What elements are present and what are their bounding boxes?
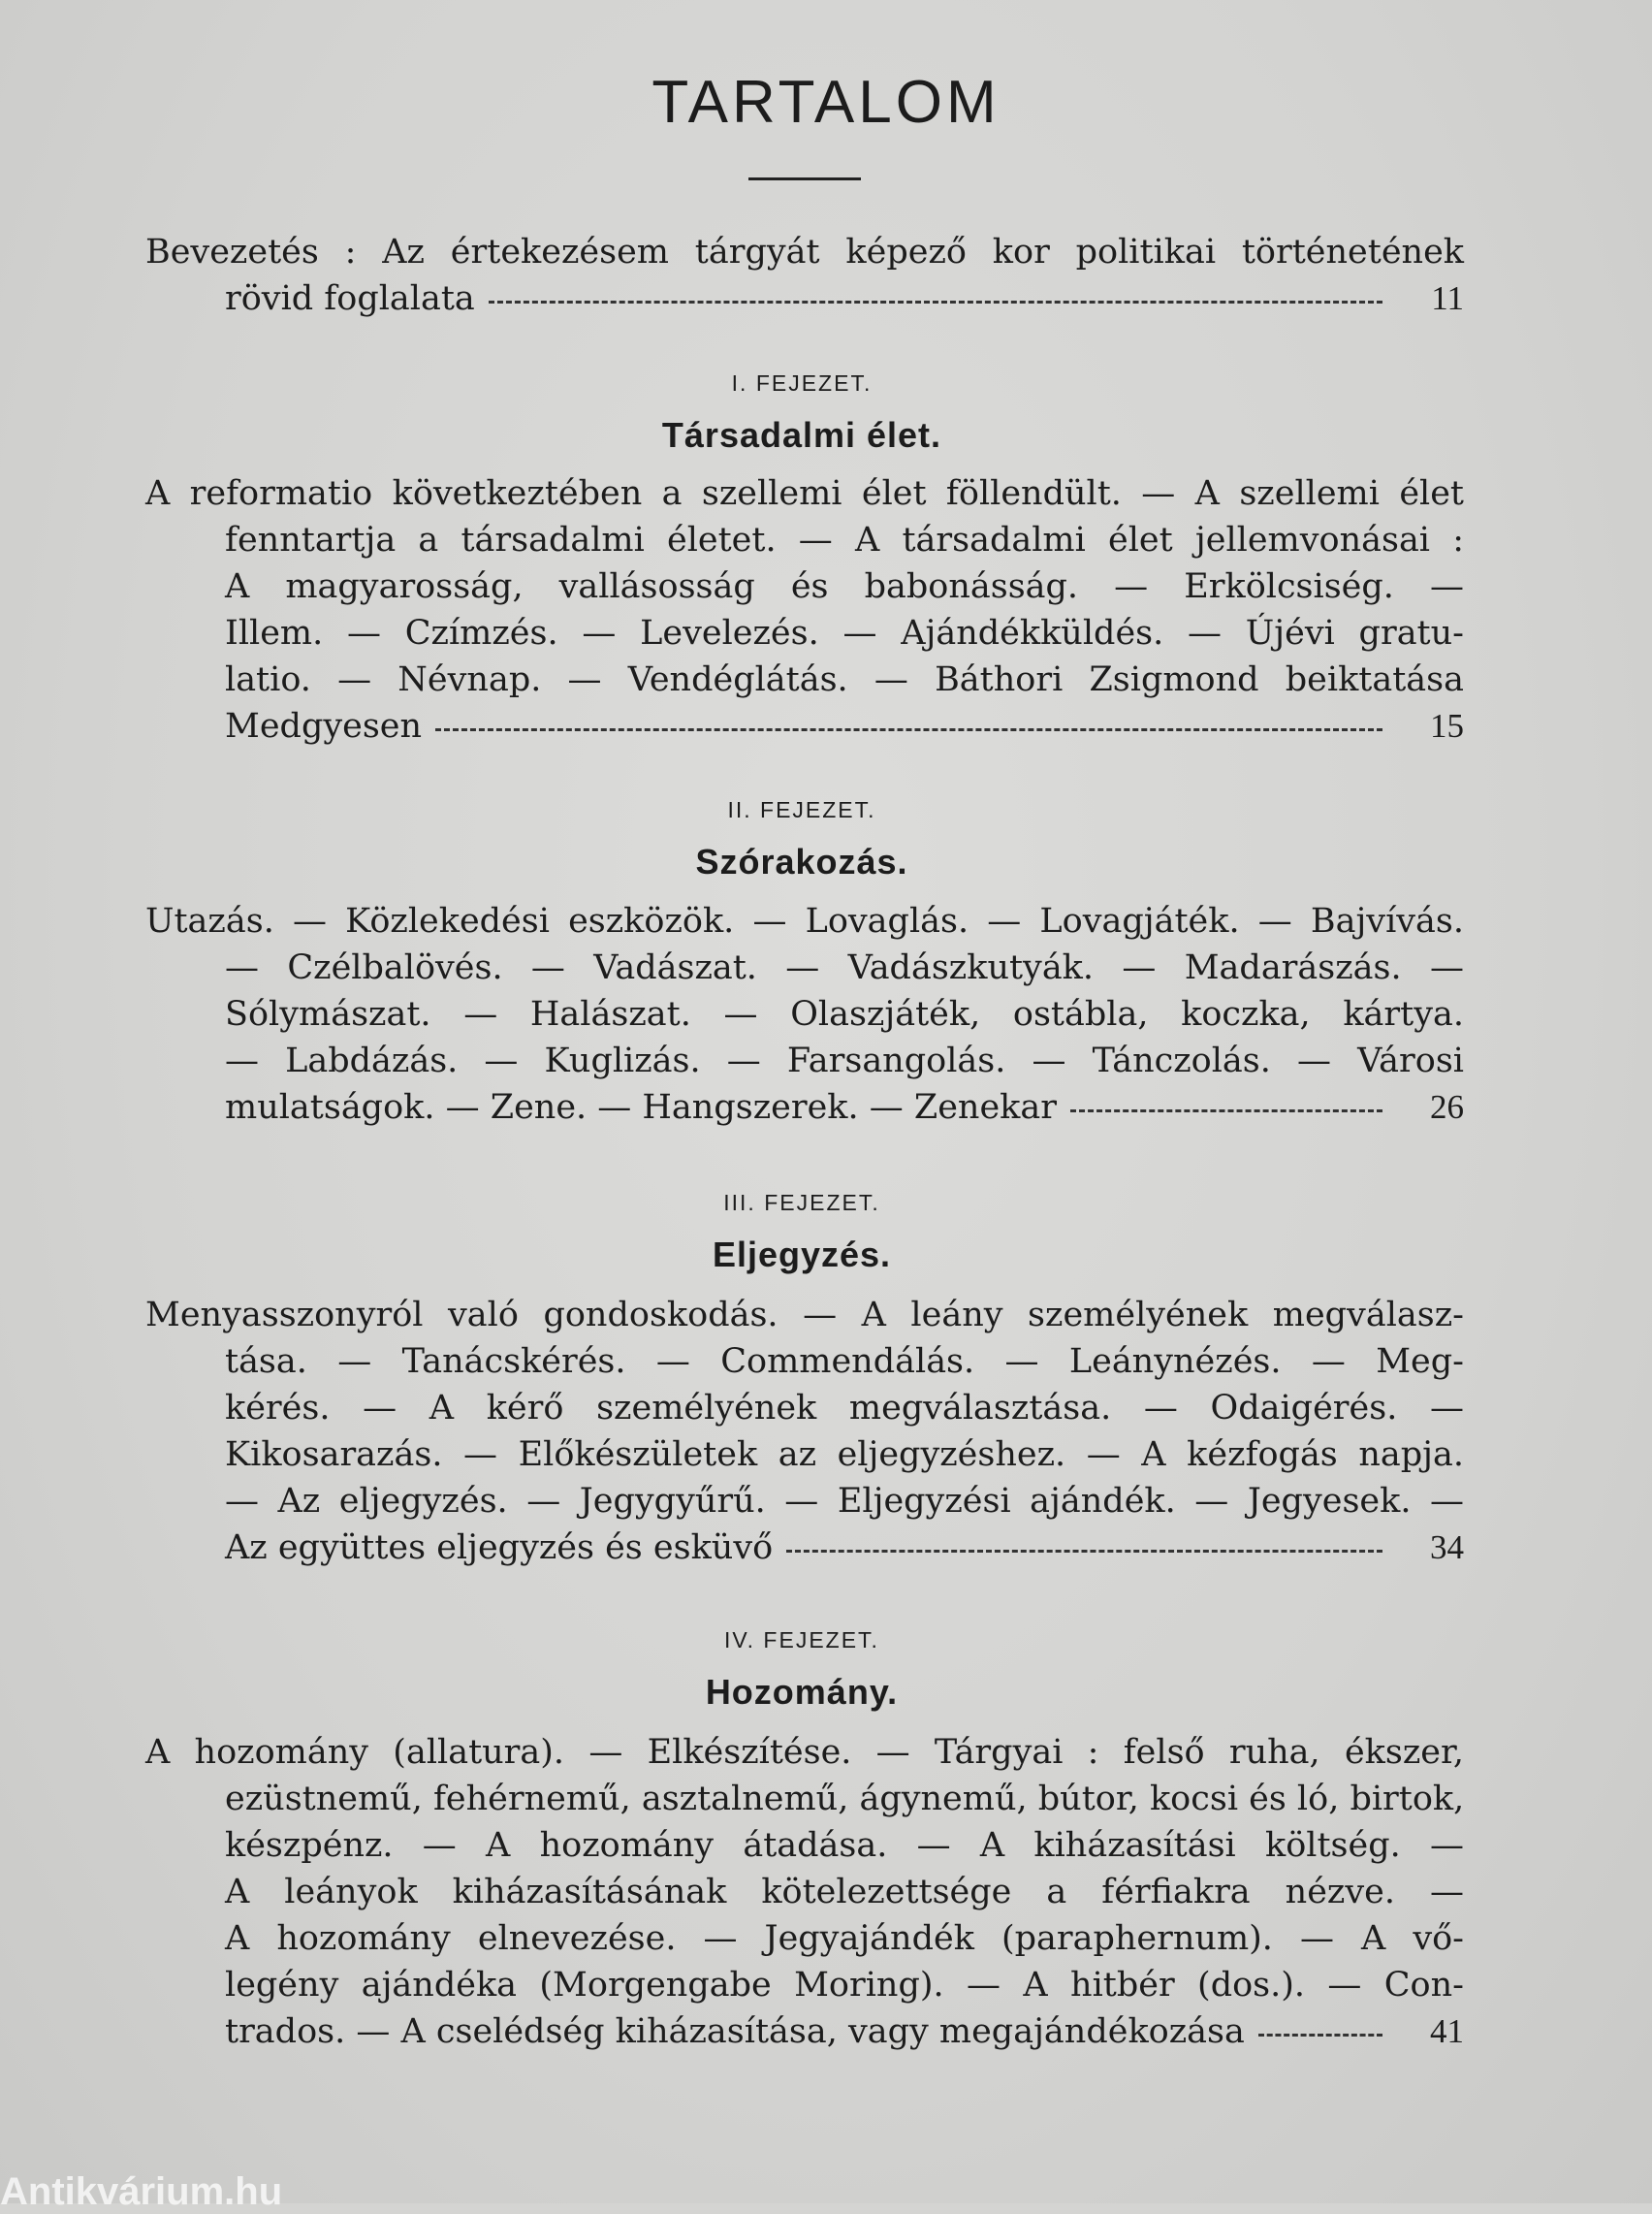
toc-line: tása. — Tanácskérés. — Commendálás. — Leánynézés. — Meg- [225,1342,1464,1381]
toc-line: Illem. — Czímzés. — Levelezés. — Ajándékküldés. — Újévi gratu- [225,614,1464,653]
chapter-title: Hozomány. [705,1672,899,1712]
toc-entry-chapter-4 [145,1729,1464,2055]
toc-last-line [145,703,1464,750]
page-number: 26 [1430,1088,1464,1126]
toc-line: A leányok kiházasításának kötelezettsége a férfiakra nézve. — [225,1873,1464,1911]
toc-line: Menyasszonyról való gondoskodás. — A leány személyének megválasz- [145,1296,1464,1334]
toc-line: készpénz. — A hozomány átadása. — A kiházasítási költség. — [225,1826,1464,1865]
chapter-label: I. FEJEZET. [731,370,873,396]
chapter-label: III. FEJEZET. [723,1190,880,1215]
chapter-label: IV. FEJEZET. [724,1627,879,1652]
toc-line-text: rövid foglalata [225,279,475,318]
dot-leader [786,1546,1382,1553]
toc-line: legény ajándéka (Morgengabe Moring). — A hitbér (dos.). — Con- [225,1966,1464,2005]
title-divider [748,177,861,180]
toc-line: — Labdázás. — Kuglizás. — Farsangolás. — Tánczolás. — Városi [225,1042,1464,1080]
page-title: TARTALOM [651,69,1001,136]
toc-line: A reformatio következtében a szellemi élet föllendült. — A szellemi élet [145,474,1464,513]
toc-line: kérés. — A kérő személyének megválasztása. — Odaigérés. — [225,1389,1464,1428]
toc-entry-chapter-1 [145,470,1464,750]
toc-last-line [145,1084,1464,1131]
toc-line: Kikosarazás. — Előkészületek az eljegyzéshez. — A kézfogás napja. [225,1435,1464,1474]
dot-leader [1070,1106,1382,1112]
toc-line: Utazás. — Közlekedési eszközök. — Lovaglás. — Lovagjáték. — Bajvívás. [145,902,1464,941]
toc-line-text: Az együttes eljegyzés és esküvő [225,1528,774,1567]
toc-line: latio. — Névnap. — Vendéglátás. — Báthori Zsigmond beiktatása [225,660,1464,699]
page-number: 11 [1431,279,1464,317]
toc-last-line [145,2008,1464,2055]
dot-leader [1258,2030,1382,2037]
toc-line-text: Medgyesen [225,707,423,746]
chapter-title: Szórakozás. [695,842,908,882]
toc-line: A hozomány (allatura). — Elkészítése. — Tárgyai : felső ruha, ékszer, [145,1733,1464,1772]
toc-line: ezüstnemű, fehérnemű, asztalnemű, ágynemű, bútor, kocsi és ló, birtok, [225,1780,1465,1818]
toc-line: fenntartja a társadalmi életet. — A társadalmi élet jellemvonásai : [225,521,1464,560]
chapter-title: Társadalmi élet. [661,415,942,455]
page-number: 15 [1430,707,1464,745]
toc-line: Bevezetés : Az értekezésem tárgyát képező kor politikai történetének [145,233,1464,272]
dot-leader [435,724,1382,731]
page-number: 34 [1430,1528,1464,1566]
toc-line: Sólymászat. — Halászat. — Olaszjáték, ostábla, koczka, kártya. [225,995,1464,1034]
toc-entry-intro [145,229,1464,322]
toc-line: — Czélbalövés. — Vadászat. — Vadászkutyák. — Madarászás. — [225,948,1464,987]
dot-leader [489,297,1382,304]
toc-last-line [145,1524,1464,1571]
toc-line: A hozomány elnevezése. — Jegyajándék (paraphernum). — A vő- [225,1919,1464,1958]
toc-line-text: trados. — A cselédség kiházasítása, vagy megajándékozása [225,2012,1245,2051]
toc-line-text: mulatságok. — Zene. — Hangszerek. — Zenekar [225,1088,1057,1127]
toc-line: A magyarosság, vallásosság és babonásság. — Erkölcsiség. — [225,567,1464,606]
chapter-label: II. FEJEZET. [727,797,876,822]
watermark-logo: Antikvárium.hu [0,2170,283,2213]
page-number: 41 [1430,2012,1464,2050]
toc-last-line [145,275,1464,322]
toc-entry-chapter-3 [145,1292,1464,1571]
toc-line: — Az eljegyzés. — Jegygyűrű. — Eljegyzési ajándék. — Jegyesek. — [225,1482,1464,1521]
chapter-title: Eljegyzés. [712,1235,892,1274]
toc-entry-chapter-2 [145,898,1464,1131]
